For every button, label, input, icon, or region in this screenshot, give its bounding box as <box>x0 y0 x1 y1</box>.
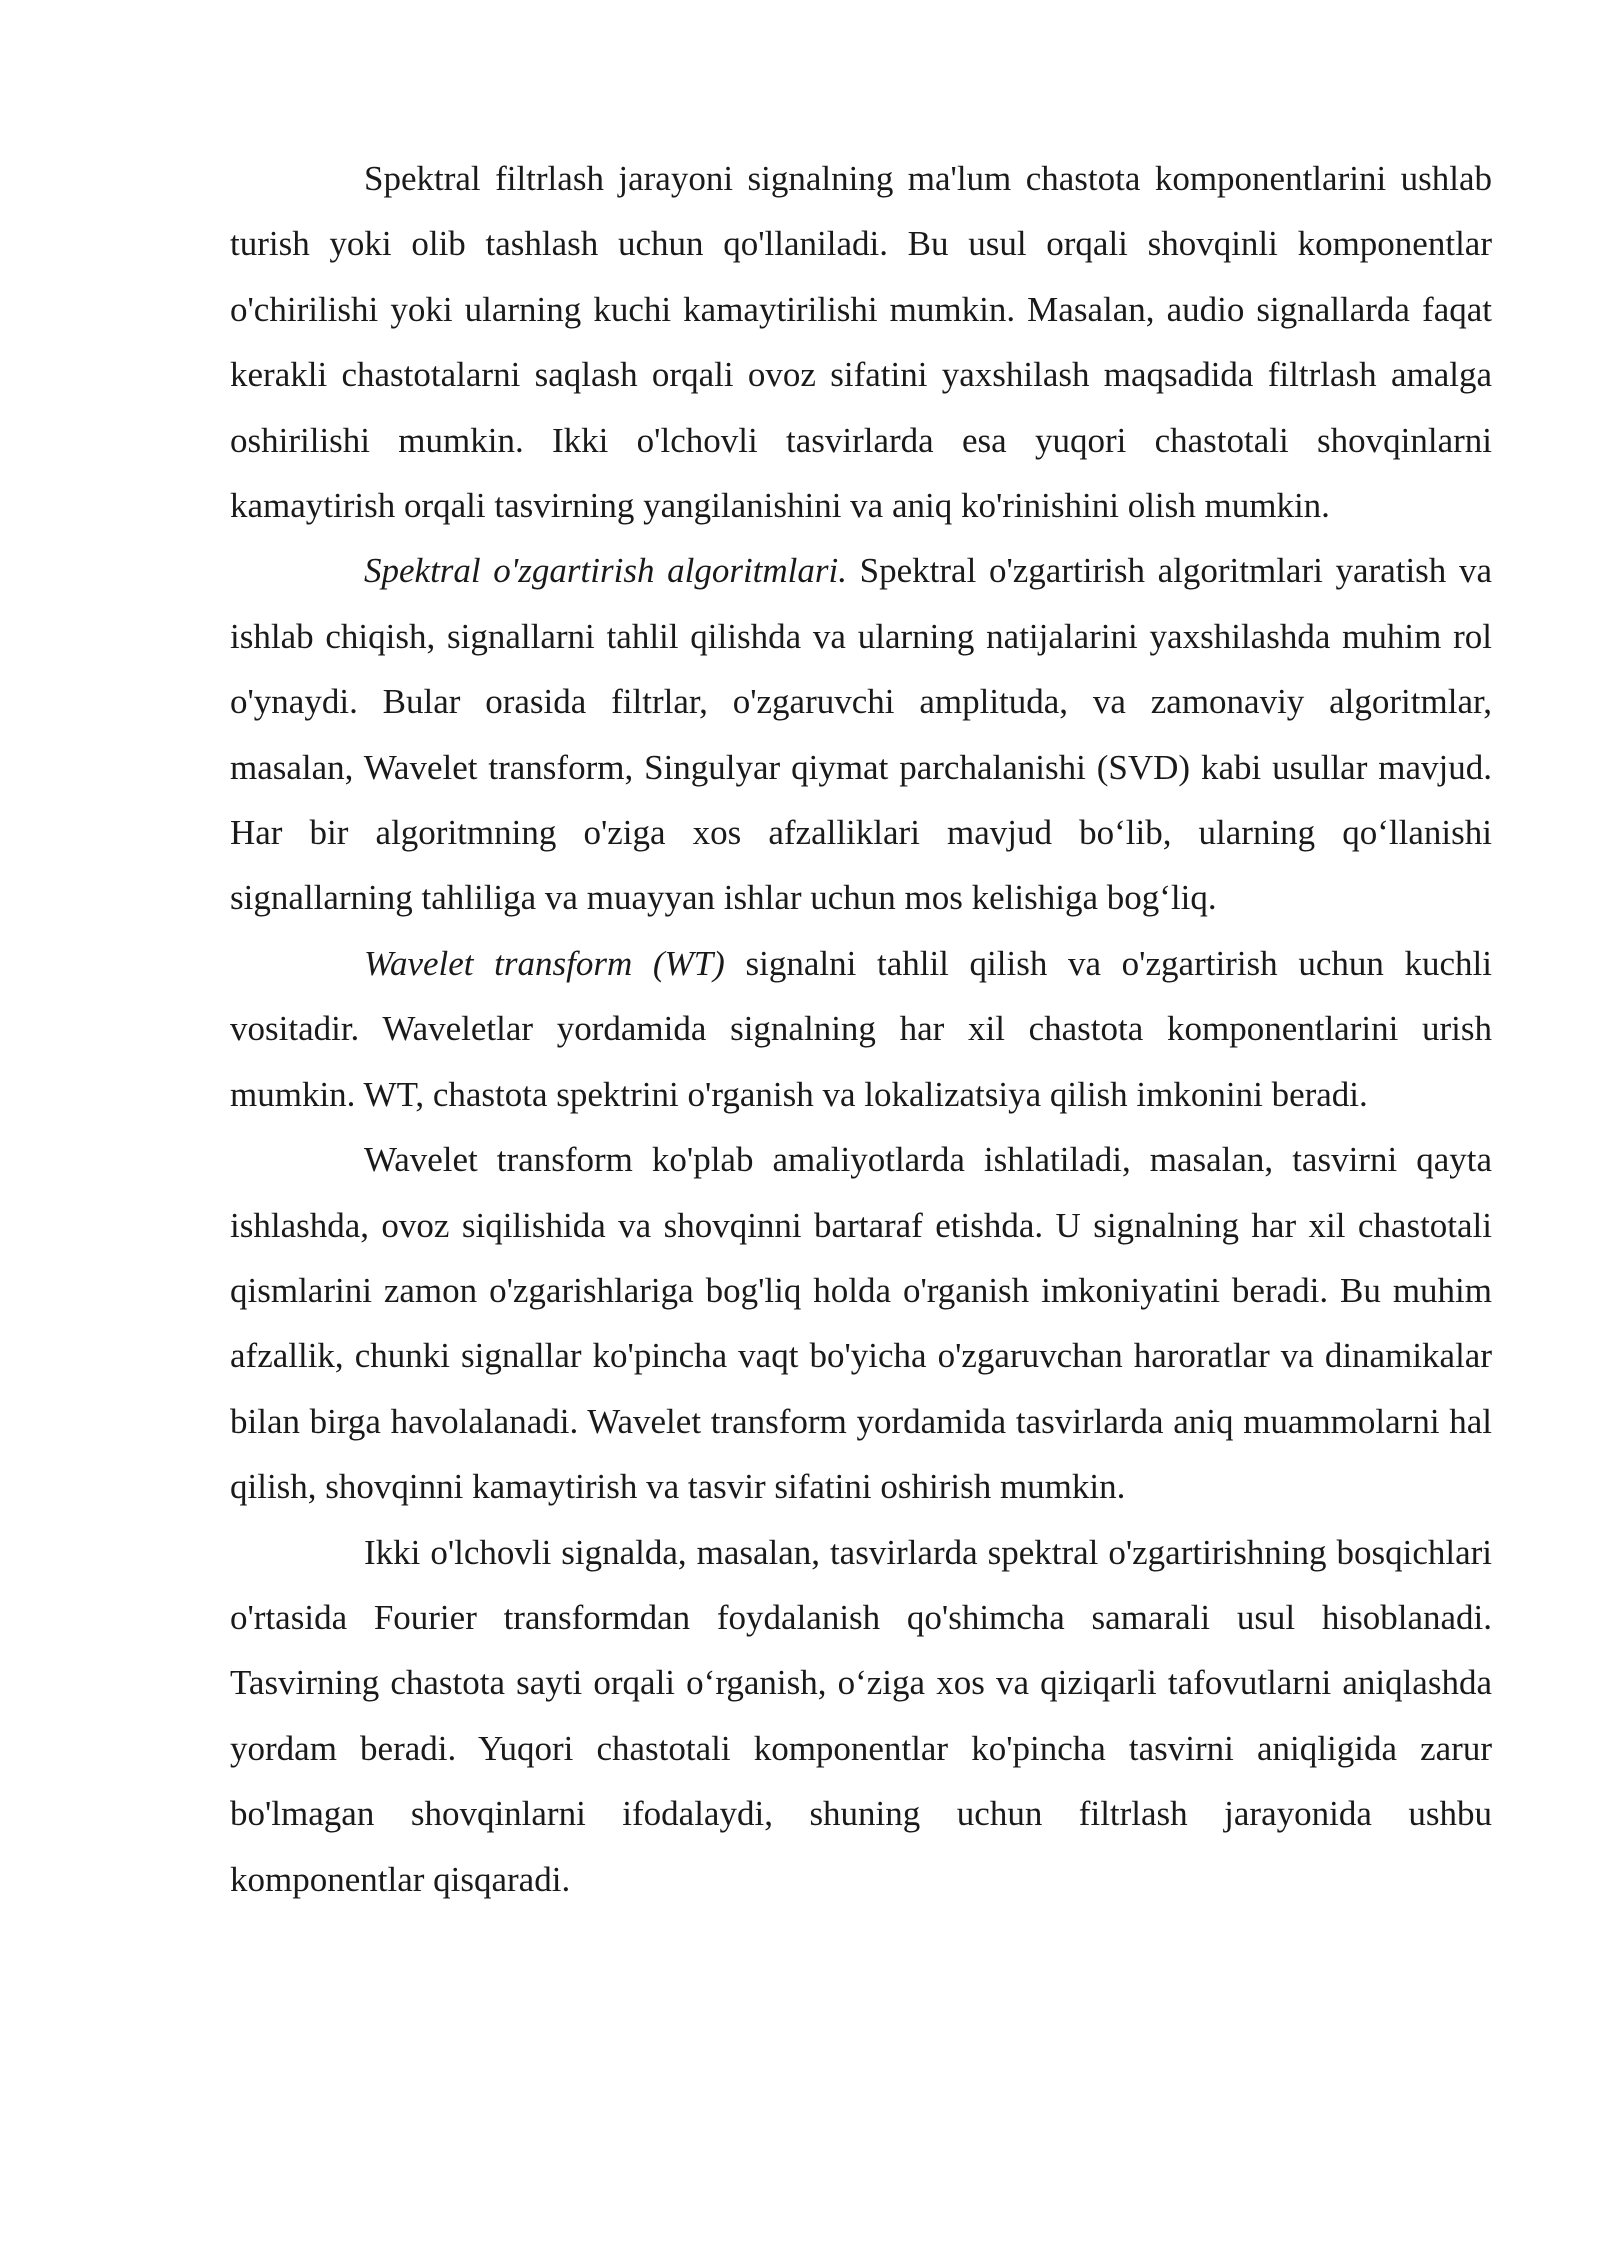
paragraph-text: signalni tahlil qilish va o'zgartirish uchun kuchli vositadir. Waveletlar yordamida signalning har xil chastota komponentlarini urish mumkin. WT, chastota spektrini o'rganish va lokalizatsiya qilish imkonini beradi. <box>230 943 1492 1114</box>
paragraph-spectral-algorithms <box>230 538 1492 930</box>
paragraph-wavelet-applications <box>230 1127 1492 1519</box>
paragraph-two-dimensional-signals <box>230 1520 1492 1912</box>
paragraph-lead: Wavelet transform (WT) <box>364 943 725 983</box>
paragraph-text: Spektral filtrlash jarayoni signalning ma'lum chastota komponentlarini ushlab turish yoki olib tashlash uchun qo'llaniladi. Bu usul orqali shovqinli komponentlar o'chirilishi yoki ularning kuchi kamaytirilishi mumkin. Masalan, audio signallarda faqat kerakli chastotalarni saqlash orqali ovoz sifatini yaxshilash maqsadida filtrlash amalga oshirilishi mumkin. Ikki o'lchovli tasvirlarda esa yuqori chastotali shovqinlarni kamaytirish orqali tasvirning yangilanishini va aniq ko'rinishini olish mumkin. <box>230 159 1492 526</box>
paragraph-wavelet-transform <box>230 931 1492 1127</box>
paragraph-text: Ikki o'lchovli signalda, masalan, tasvirlarda spektral o'zgartirishning bosqichlari o'rtasida Fourier transformdan foydalanish qo'shimcha samarali usul hisoblanadi. Tasvirning chastota sayti orqali o‘rganish, o‘ziga xos va qiziqarli tafovutlarni aniqlashda yordam beradi. Yuqori chastotali komponentlar ko'pincha tasvirni aniqligida zarur bo'lmagan shovqinlarni ifodalaydi, shuning uchun filtrlash jarayonida ushbu komponentlar qisqaradi. <box>230 1532 1492 1899</box>
paragraph-text: Spektral o'zgartirish algoritmlari yaratish va ishlab chiqish, signallarni tahlil qilishda va ularning natijalarini yaxshilashda muhim rol o'ynaydi. Bular orasida filtrlar, o'zgaruvchi amplituda, va zamonaviy algoritmlar, masalan, Wavelet transform, Singulyar qiymat parchalanishi (SVD) kabi usullar mavjud. Har bir algoritmning o'ziga xos afzalliklari mavjud bo‘lib, ularning qo‘llanishi signallarning tahliliga va muayyan ishlar uchun mos kelishiga bog‘liq. <box>230 551 1492 918</box>
paragraph-text: Wavelet transform ko'plab amaliyotlarda ishlatiladi, masalan, tasvirni qayta ishlashda, ovoz siqilishida va shovqinni bartaraf etishda. U signalning har xil chastotali qismlarini zamon o'zgarishlariga bog'liq holda o'rganish imkoniyatini beradi. Bu muhim afzallik, chunki signallar ko'pincha vaqt bo'yicha o'zgaruvchan haroratlar va dinamikalar bilan birga havolalanadi. Wavelet transform yordamida tasvirlarda aniq muammolarni hal qilish, shovqinni kamaytirish va tasvir sifatini oshirish mumkin. <box>230 1140 1492 1507</box>
paragraph-spectral-filtering <box>230 146 1492 538</box>
paragraph-lead: Spektral o'zgartirish algoritmlari. <box>364 551 847 591</box>
document-body <box>230 146 1492 1912</box>
